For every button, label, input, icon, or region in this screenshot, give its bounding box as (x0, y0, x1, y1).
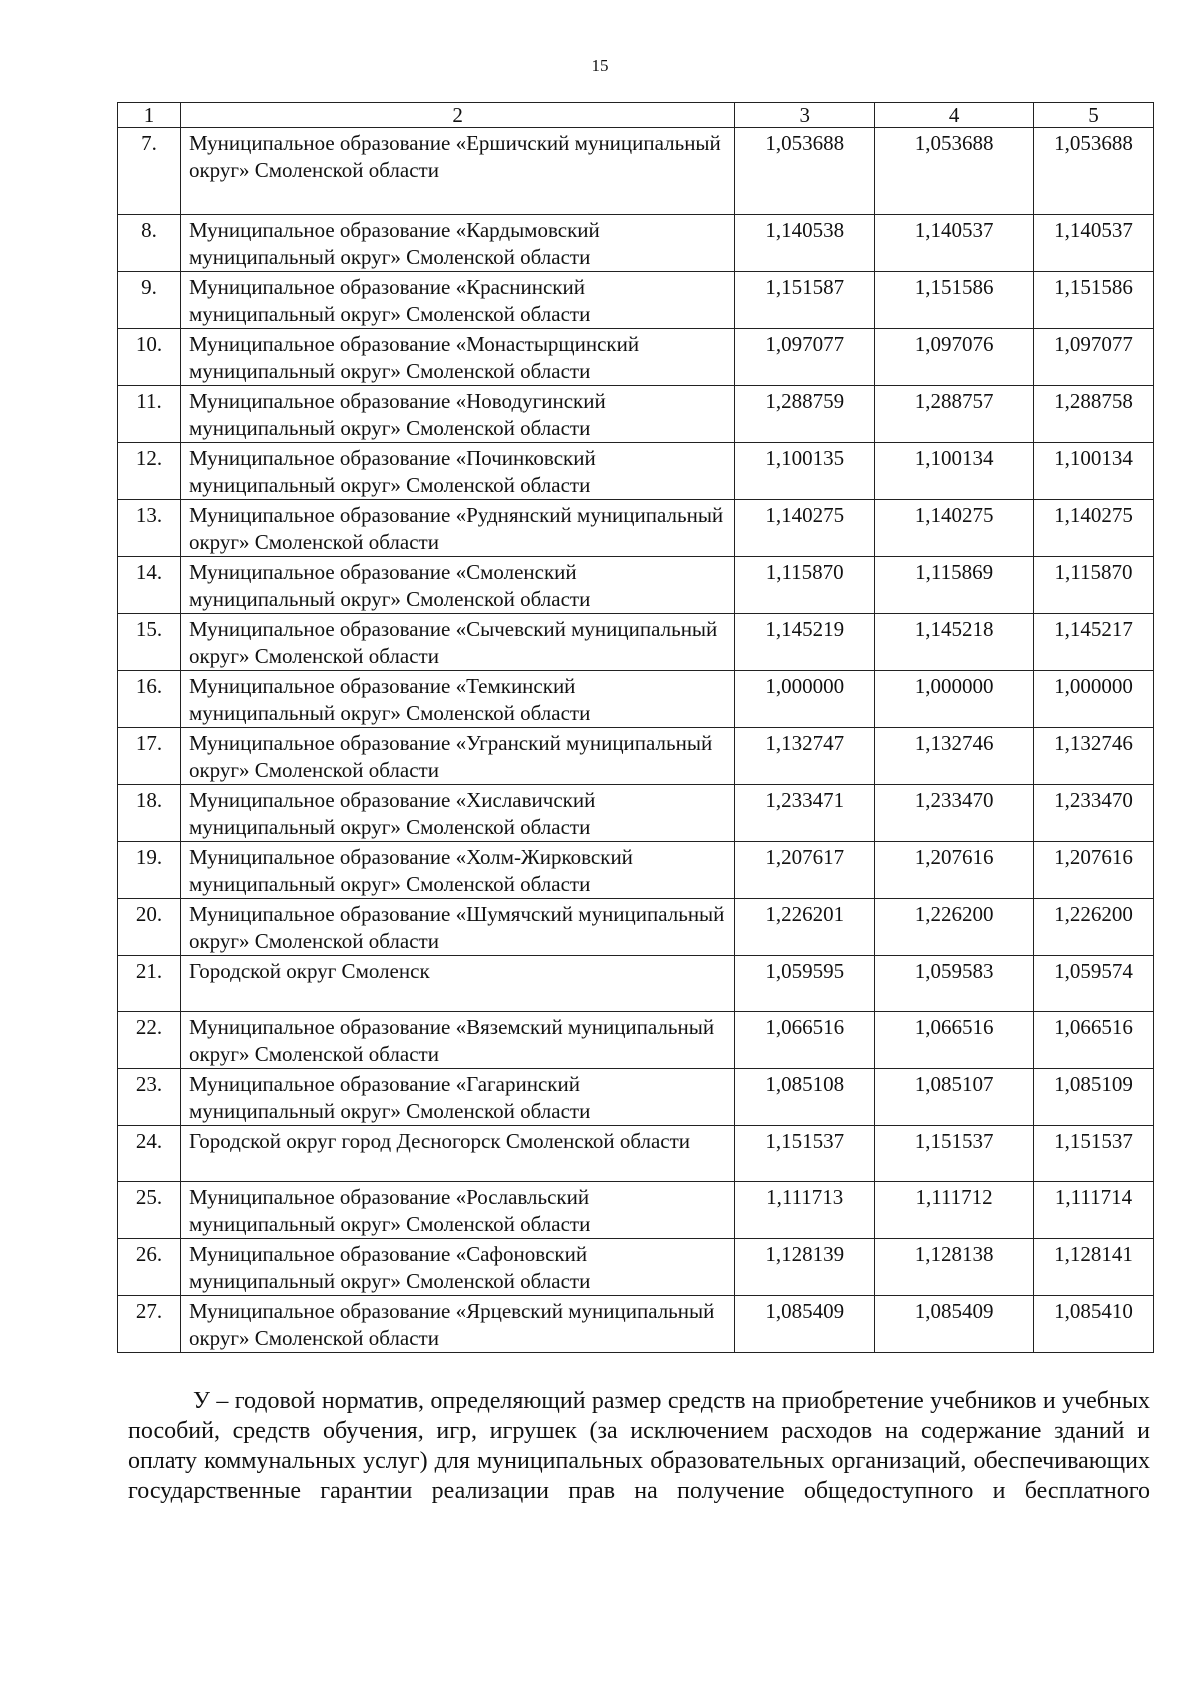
value-col-4: 1,059583 (875, 956, 1034, 1012)
value-col-4: 1,207616 (875, 842, 1034, 899)
value-col-5: 1,226200 (1034, 899, 1154, 956)
value-col-5: 1,059574 (1034, 956, 1154, 1012)
table-row (118, 386, 1154, 443)
value-col-3: 1,100135 (735, 443, 875, 500)
row-number: 24. (118, 1126, 181, 1182)
municipality-name: Муниципальное образование «Кардымовский муниципальный округ» Смоленской области (180, 215, 734, 272)
municipality-name: Муниципальное образование «Смоленский муниципальный округ» Смоленской области (180, 557, 734, 614)
value-col-4: 1,226200 (875, 899, 1034, 956)
table-row (118, 1012, 1154, 1069)
row-number: 23. (118, 1069, 181, 1126)
value-col-5: 1,085109 (1034, 1069, 1154, 1126)
value-col-3: 1,053688 (735, 128, 875, 215)
header-col-1: 1 (118, 103, 181, 128)
value-col-5: 1,066516 (1034, 1012, 1154, 1069)
row-number: 7. (118, 128, 181, 215)
value-col-5: 1,128141 (1034, 1239, 1154, 1296)
row-number: 21. (118, 956, 181, 1012)
value-col-3: 1,151537 (735, 1126, 875, 1182)
municipality-name: Муниципальное образование «Сафоновский муниципальный округ» Смоленской области (180, 1239, 734, 1296)
value-col-5: 1,288758 (1034, 386, 1154, 443)
table-row (118, 728, 1154, 785)
row-number: 10. (118, 329, 181, 386)
table-row (118, 1296, 1154, 1353)
table-row (118, 329, 1154, 386)
value-col-5: 1,140537 (1034, 215, 1154, 272)
municipality-name: Муниципальное образование «Гагаринский муниципальный округ» Смоленской области (180, 1069, 734, 1126)
value-col-3: 1,140275 (735, 500, 875, 557)
value-col-4: 1,085107 (875, 1069, 1034, 1126)
value-col-3: 1,115870 (735, 557, 875, 614)
table-row (118, 899, 1154, 956)
table-row (118, 1126, 1154, 1182)
value-col-4: 1,053688 (875, 128, 1034, 215)
table-row (118, 443, 1154, 500)
value-col-4: 1,233470 (875, 785, 1034, 842)
table-header-row (118, 103, 1154, 128)
row-number: 26. (118, 1239, 181, 1296)
municipality-name: Муниципальное образование «Ярцевский муниципальный округ» Смоленской области (180, 1296, 734, 1353)
value-col-5: 1,233470 (1034, 785, 1154, 842)
municipality-name: Городской округ Смоленск (180, 956, 734, 1012)
value-col-3: 1,066516 (735, 1012, 875, 1069)
value-col-4: 1,151586 (875, 272, 1034, 329)
value-col-3: 1,059595 (735, 956, 875, 1012)
row-number: 17. (118, 728, 181, 785)
value-col-5: 1,085410 (1034, 1296, 1154, 1353)
value-col-3: 1,111713 (735, 1182, 875, 1239)
municipality-name: Муниципальное образование «Угранский муниципальный округ» Смоленской области (180, 728, 734, 785)
body-paragraph: У – годовой норматив, определяющий размер средств на приобретение учебников и учебных пособий, средств обучения, игр, игрушек (за исключением расходов на содержание зданий и оплату коммунальных услуг) для муниципальных образовательных организаций, обеспечивающих государственные гарантии реализации прав на получение общедоступного и бесплатного (128, 1388, 1150, 1504)
value-col-3: 1,085108 (735, 1069, 875, 1126)
row-number: 11. (118, 386, 181, 443)
coefficients-table (117, 102, 1154, 1353)
value-col-5: 1,151586 (1034, 272, 1154, 329)
value-col-4: 1,288757 (875, 386, 1034, 443)
value-col-5: 1,111714 (1034, 1182, 1154, 1239)
table-row (118, 500, 1154, 557)
value-col-5: 1,115870 (1034, 557, 1154, 614)
row-number: 22. (118, 1012, 181, 1069)
value-col-3: 1,288759 (735, 386, 875, 443)
value-col-4: 1,151537 (875, 1126, 1034, 1182)
table-row (118, 671, 1154, 728)
value-col-3: 1,000000 (735, 671, 875, 728)
header-col-5: 5 (1034, 103, 1154, 128)
municipality-name: Муниципальное образование «Починковский муниципальный округ» Смоленской области (180, 443, 734, 500)
table-row (118, 614, 1154, 671)
value-col-3: 1,233471 (735, 785, 875, 842)
municipality-name: Городской округ город Десногорск Смоленской области (180, 1126, 734, 1182)
row-number: 13. (118, 500, 181, 557)
value-col-3: 1,145219 (735, 614, 875, 671)
value-col-3: 1,128139 (735, 1239, 875, 1296)
value-col-3: 1,226201 (735, 899, 875, 956)
table-row (118, 1069, 1154, 1126)
value-col-4: 1,132746 (875, 728, 1034, 785)
row-number: 12. (118, 443, 181, 500)
value-col-3: 1,132747 (735, 728, 875, 785)
value-col-4: 1,000000 (875, 671, 1034, 728)
value-col-4: 1,128138 (875, 1239, 1034, 1296)
value-col-5: 1,140275 (1034, 500, 1154, 557)
value-col-5: 1,151537 (1034, 1126, 1154, 1182)
value-col-4: 1,115869 (875, 557, 1034, 614)
row-number: 20. (118, 899, 181, 956)
value-col-5: 1,207616 (1034, 842, 1154, 899)
table-row (118, 785, 1154, 842)
page-number: 15 (591, 56, 609, 75)
municipality-name: Муниципальное образование «Монастырщинский муниципальный округ» Смоленской области (180, 329, 734, 386)
municipality-name: Муниципальное образование «Краснинский муниципальный округ» Смоленской области (180, 272, 734, 329)
table-row (118, 842, 1154, 899)
value-col-5: 1,145217 (1034, 614, 1154, 671)
row-number: 14. (118, 557, 181, 614)
value-col-5: 1,132746 (1034, 728, 1154, 785)
header-col-2: 2 (180, 103, 734, 128)
table-body (118, 128, 1154, 1353)
value-col-3: 1,207617 (735, 842, 875, 899)
municipality-name: Муниципальное образование «Руднянский муниципальный округ» Смоленской области (180, 500, 734, 557)
table-row (118, 1182, 1154, 1239)
value-col-3: 1,151587 (735, 272, 875, 329)
value-col-4: 1,140275 (875, 500, 1034, 557)
table-row (118, 215, 1154, 272)
row-number: 8. (118, 215, 181, 272)
value-col-5: 1,053688 (1034, 128, 1154, 215)
municipality-name: Муниципальное образование «Сычевский муниципальный округ» Смоленской области (180, 614, 734, 671)
value-col-5: 1,000000 (1034, 671, 1154, 728)
value-col-4: 1,100134 (875, 443, 1034, 500)
row-number: 19. (118, 842, 181, 899)
value-col-4: 1,140537 (875, 215, 1034, 272)
row-number: 16. (118, 671, 181, 728)
value-col-4: 1,111712 (875, 1182, 1034, 1239)
municipality-name: Муниципальное образование «Рославльский муниципальный округ» Смоленской области (180, 1182, 734, 1239)
municipality-name: Муниципальное образование «Новодугинский муниципальный округ» Смоленской области (180, 386, 734, 443)
municipality-name: Муниципальное образование «Вяземский муниципальный округ» Смоленской области (180, 1012, 734, 1069)
value-col-3: 1,085409 (735, 1296, 875, 1353)
row-number: 18. (118, 785, 181, 842)
row-number: 9. (118, 272, 181, 329)
table-row (118, 557, 1154, 614)
value-col-4: 1,145218 (875, 614, 1034, 671)
table-row (118, 1239, 1154, 1296)
value-col-4: 1,097076 (875, 329, 1034, 386)
header-col-3: 3 (735, 103, 875, 128)
row-number: 27. (118, 1296, 181, 1353)
table-row (118, 128, 1154, 215)
value-col-3: 1,097077 (735, 329, 875, 386)
table-row (118, 956, 1154, 1012)
value-col-3: 1,140538 (735, 215, 875, 272)
row-number: 25. (118, 1182, 181, 1239)
table-row (118, 272, 1154, 329)
header-col-4: 4 (875, 103, 1034, 128)
municipality-name: Муниципальное образование «Темкинский муниципальный округ» Смоленской области (180, 671, 734, 728)
municipality-name: Муниципальное образование «Хиславичский муниципальный округ» Смоленской области (180, 785, 734, 842)
row-number: 15. (118, 614, 181, 671)
value-col-4: 1,066516 (875, 1012, 1034, 1069)
value-col-5: 1,100134 (1034, 443, 1154, 500)
municipality-name: Муниципальное образование «Шумячский муниципальный округ» Смоленской области (180, 899, 734, 956)
municipality-name: Муниципальное образование «Холм-Жирковский муниципальный округ» Смоленской области (180, 842, 734, 899)
value-col-4: 1,085409 (875, 1296, 1034, 1353)
value-col-5: 1,097077 (1034, 329, 1154, 386)
municipality-name: Муниципальное образование «Ершичский муниципальный округ» Смоленской области (180, 128, 734, 215)
